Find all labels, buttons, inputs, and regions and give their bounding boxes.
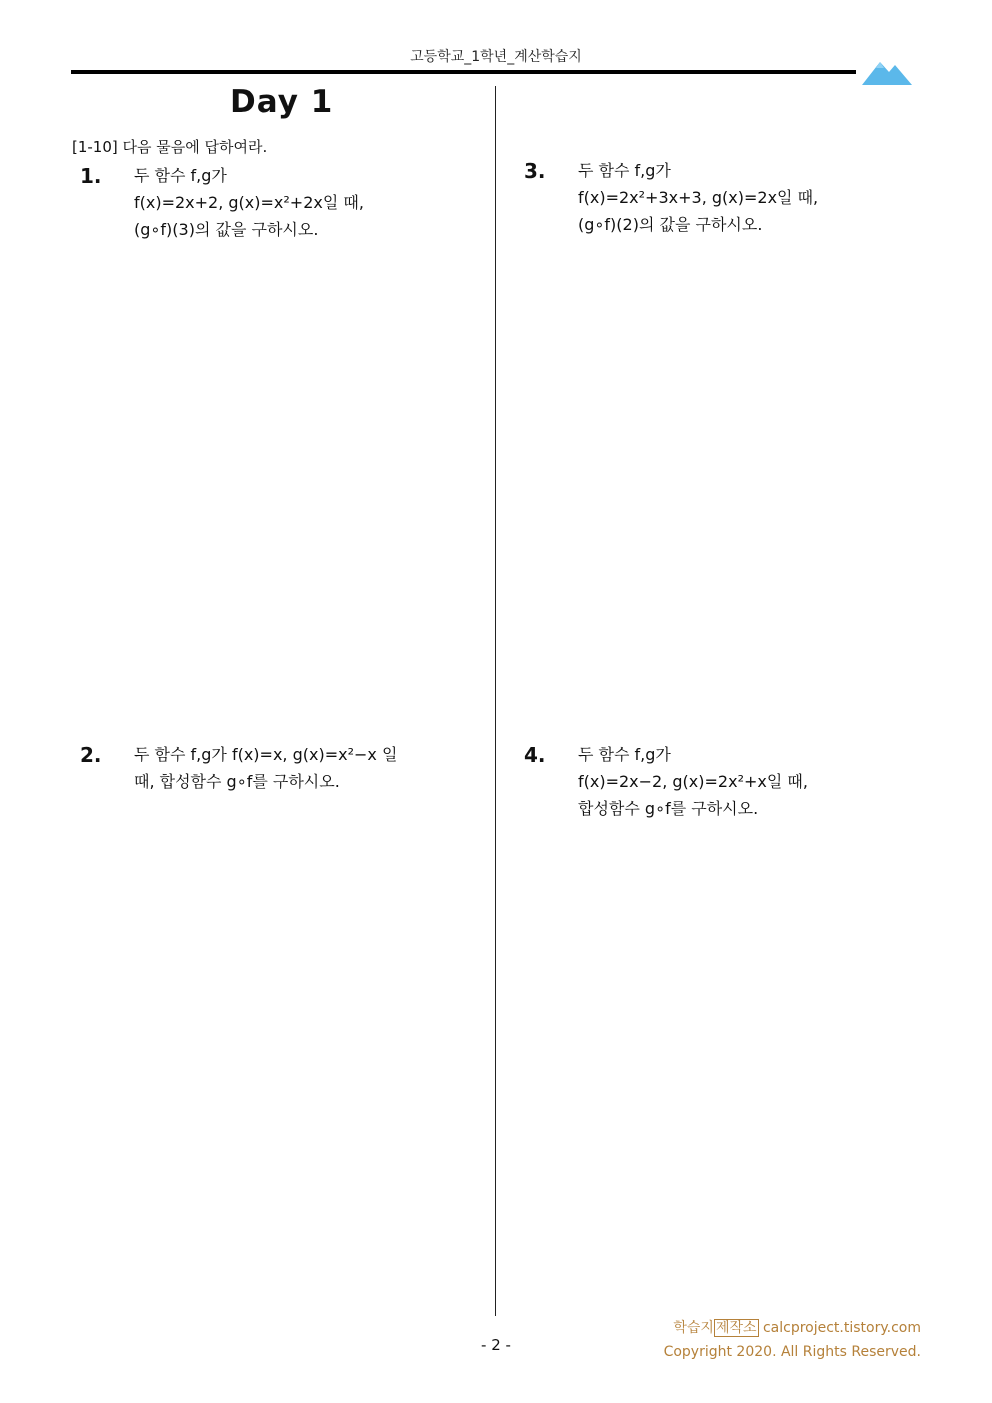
problem-line: 두 함수 f,g가 [578,161,671,180]
problem-line: f(x)=2x²+3x+3, g(x)=2x일 때, [578,188,819,207]
credit-prefix: 학습지 [673,1320,714,1336]
problem-line: (g∘f)(2)의 값을 구하시오. [578,215,763,234]
problem-line: f(x)=2x−2, g(x)=2x²+x일 때, [578,772,808,791]
header-rule [71,70,856,74]
problem-line: 합성함수 g∘f를 구하시오. [578,799,759,818]
page-number: - 2 - [481,1336,511,1354]
problem-line: 두 함수 f,g가 [134,166,227,185]
header-title: 고등학교_1학년_계산학습지 [410,49,582,65]
problem-line: f(x)=2x+2, g(x)=x²+2x일 때, [134,193,364,212]
instruction-text: [1-10] 다음 물음에 답하여라. [72,138,268,156]
problem-line: (g∘f)(3)의 값을 구하시오. [134,220,319,239]
column-divider [495,86,496,1316]
credit-url[interactable]: calcproject.tistory.com [762,1320,921,1336]
credit-boxed: 제작소 [715,1320,757,1336]
day-title: Day 1 [230,84,334,120]
problem-number: 4. [524,743,546,767]
problem-number: 1. [80,164,102,188]
copyright-text: Copyright 2020. All Rights Reserved. [663,1344,921,1360]
mountain-logo-icon [862,58,912,86]
problem-number: 3. [524,159,546,183]
problem-line: 두 함수 f,g가 [578,745,671,764]
problem-line: 때, 합성함수 g∘f를 구하시오. [134,772,340,791]
problem-number: 2. [80,743,102,767]
problem-line: 두 함수 f,g가 f(x)=x, g(x)=x²−x 일 [134,745,398,764]
